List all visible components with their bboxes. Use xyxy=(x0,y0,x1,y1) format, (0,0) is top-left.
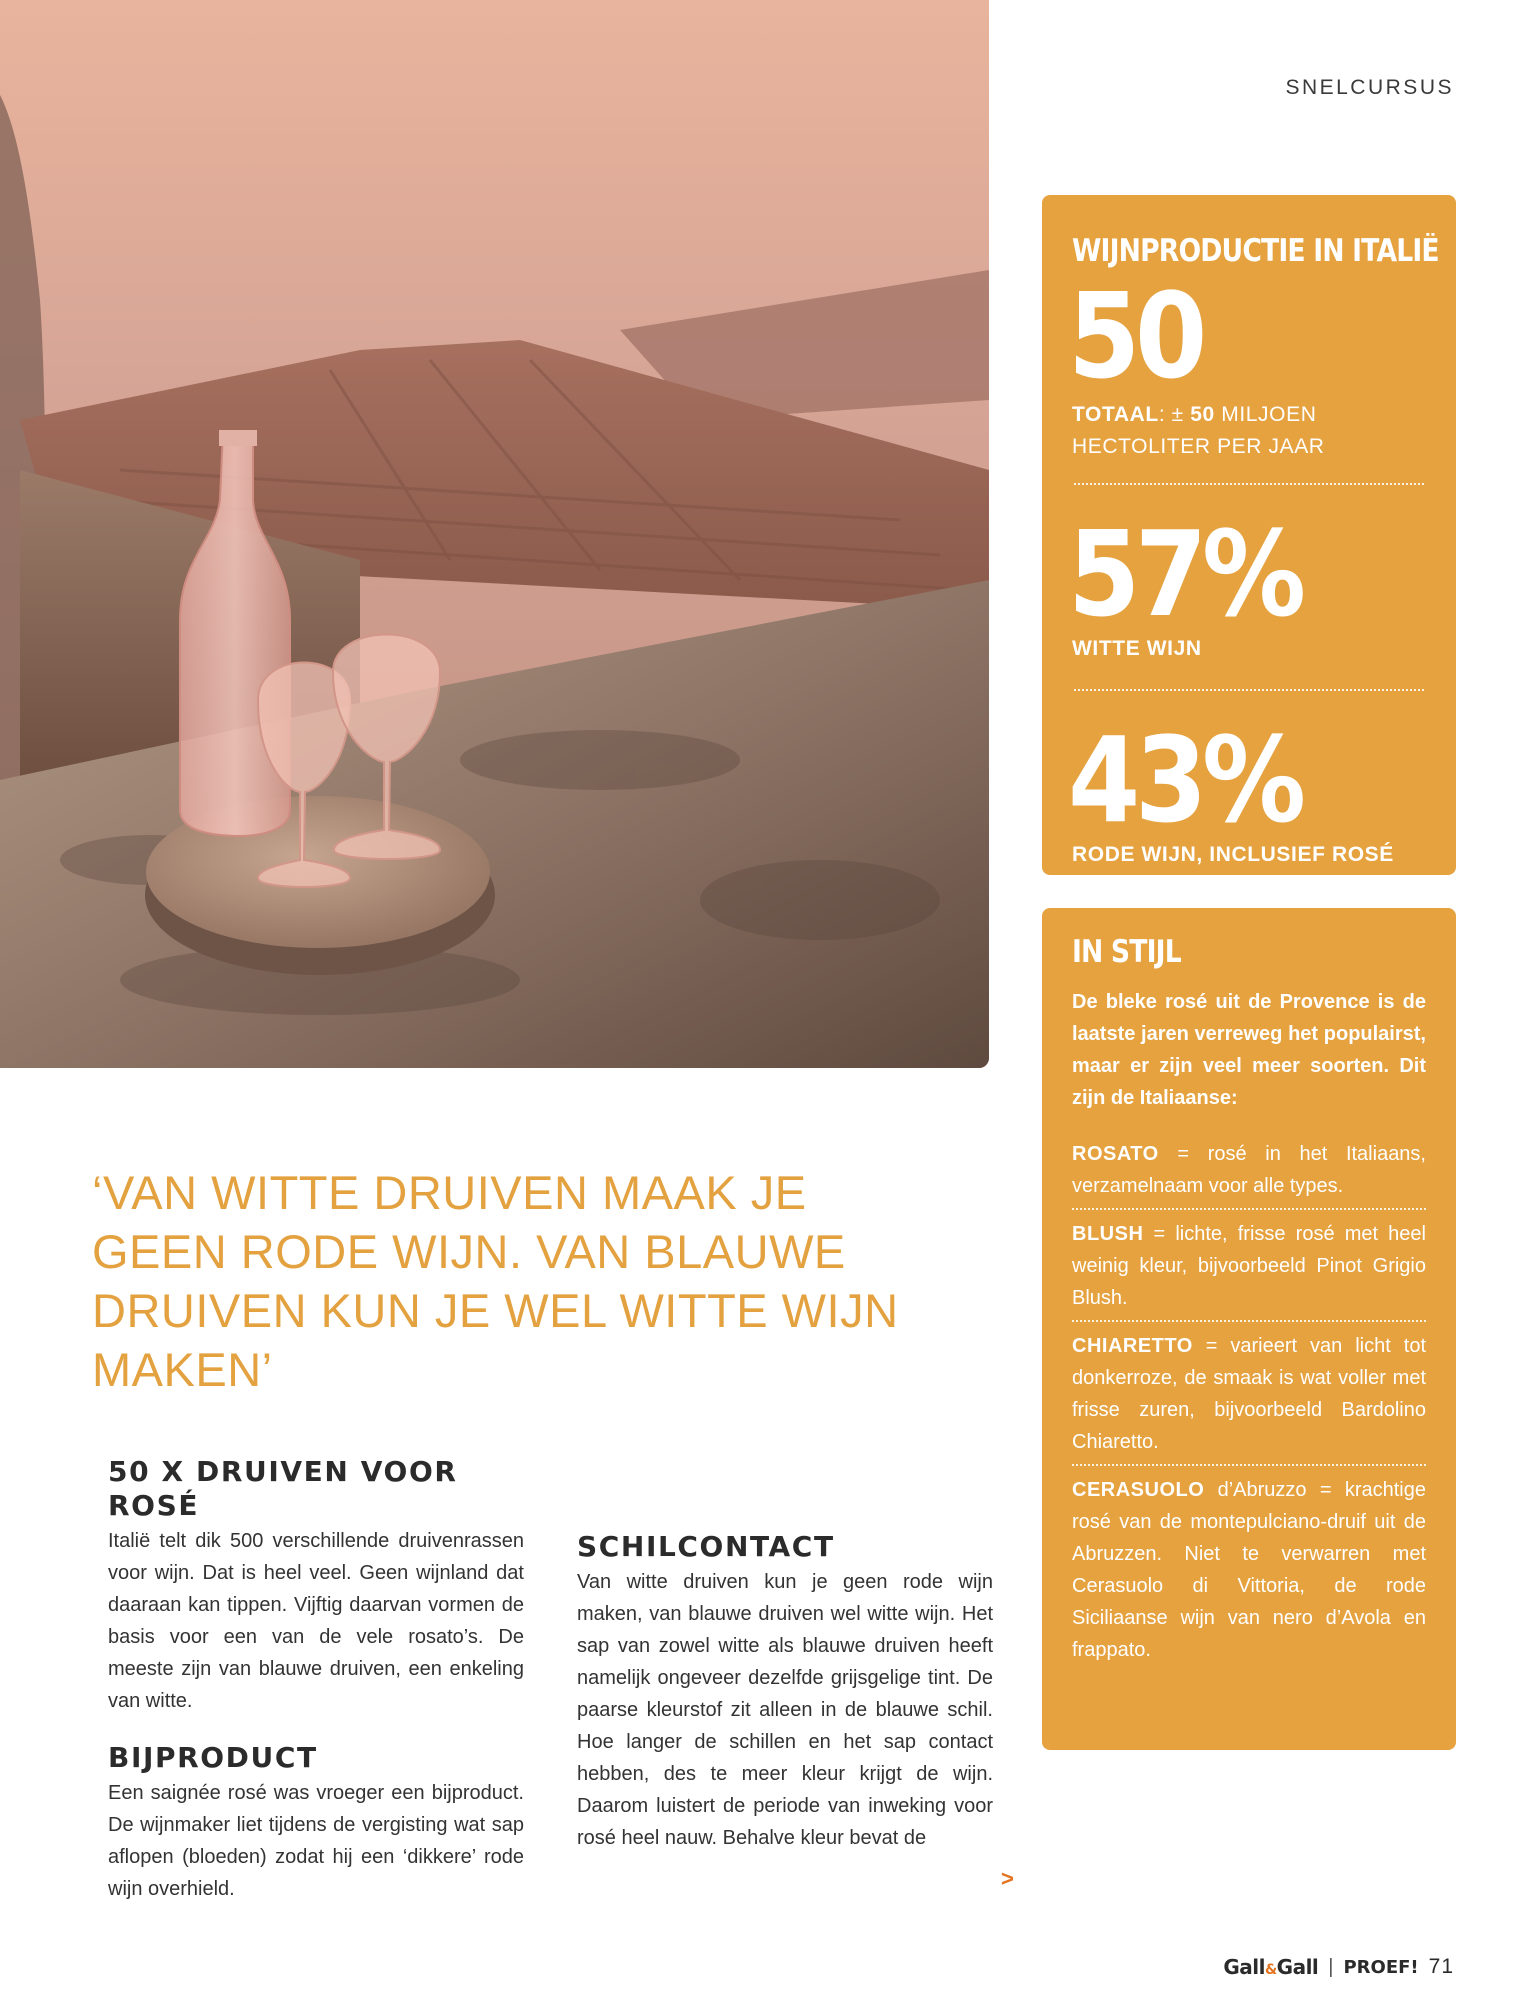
hero-photo xyxy=(0,0,989,1068)
stat-total-label: TOTAAL: ± 50 MILJOEN HECTOLITER PER JAAR xyxy=(1072,403,1325,458)
article-column-right xyxy=(577,1530,993,1854)
stat-white-value: 57% xyxy=(1068,505,1301,643)
section-text-schilcontact: Van witte druiven kun je geen rode wijn maken, van blauwe druiven wel witte wijn. Het sap van zowel witte als blauwe druiven heeft namelijk ongeveer dezelfde grijsgelige tint. De paarse kleurstof zit alleen in de blauwe schil. Hoe langer de schillen en het sap contact hebben, des te meer kleur krijgt de wijn. Daarom luistert de periode van inweking voor rosé heel nauw. Behalve kleur bevat de xyxy=(577,1571,993,1849)
rose-type-rosato: ROSATO = rosé in het Italiaans, verzamelnaam voor alle types. xyxy=(1072,1143,1426,1197)
rose-type-list xyxy=(1072,1138,1426,1672)
style-box-intro: De bleke rosé uit de Provence is de laatste jaren verreweg het populairst, maar er zijn veel meer soorten. Dit zijn de Italiaanse: xyxy=(1072,991,1426,1109)
stat-total xyxy=(1068,267,1426,463)
production-stats-box xyxy=(1042,195,1456,875)
page-number: 71 xyxy=(1428,1955,1454,1978)
production-box-title: WIJNPRODUCTIE IN ITALIË xyxy=(1072,233,1439,269)
brand-logo: Gall&Gall xyxy=(1223,1955,1319,1979)
section-heading-druiven: 50 X DRUIVEN VOOR ROSÉ xyxy=(108,1455,458,1522)
dotted-divider xyxy=(1074,689,1424,691)
article-column-left xyxy=(108,1455,524,1905)
section-heading-bijproduct: BIJPRODUCT xyxy=(108,1741,318,1774)
footer-separator: | xyxy=(1328,1955,1334,1978)
stat-white-label: WITTE WIJN xyxy=(1072,637,1202,660)
page-footer xyxy=(1223,1955,1454,1979)
section-text-druiven: Italië telt dik 500 verschillende druivenrassen voor wijn. Dat is heel veel. Geen wijnland dat daaraan kan tippen. Vijftig daarvan vormen de basis voor een van de vele rosato’s. De meeste zijn van blauwe druiven, een enkeling van witte. xyxy=(108,1530,524,1712)
rose-type-blush: BLUSH = lichte, frisse rosé met heel weinig kleur, bijvoorbeeld Pinot Grigio Blush. xyxy=(1072,1223,1426,1309)
continue-arrow-icon: > xyxy=(1001,1866,1014,1891)
dotted-divider xyxy=(1074,483,1424,485)
pull-quote: ‘VAN WITTE DRUIVEN MAAK JE GEEN RODE WIJN. VAN BLAUWE DRUIVEN KUN JE WEL WITTE WIJN MAKEN’ xyxy=(92,1166,899,1396)
section-label: SNELCURSUS xyxy=(1285,76,1454,99)
rose-type-cerasuolo: CERASUOLO d’Abruzzo = krachtige rosé van de montepulciano-druif uit de Abruzzen. Niet te verwarren met Cerasuolo di Vittoria, de rode Siciliaanse wijn van nero d’Avola en frappato. xyxy=(1072,1479,1426,1661)
stat-red-label: RODE WIJN, INCLUSIEF ROSÉ xyxy=(1072,843,1394,866)
style-box xyxy=(1042,908,1456,1750)
rose-type-chiaretto: CHIARETTO = varieert van licht tot donkerroze, de smaak is wat voller met frisse zuren, bijvoorbeeld Bardolino Chiaretto. xyxy=(1072,1335,1426,1453)
section-text-bijproduct: Een saignée rosé was vroeger een bijproduct. De wijnmaker liet tijdens de vergisting wat sap aflopen (bloeden) zodat hij een ‘dikkere’ rode wijn overhield. xyxy=(108,1782,524,1900)
style-box-title: IN STIJL xyxy=(1072,934,1181,970)
stat-red xyxy=(1068,711,1426,871)
stat-red-value: 43% xyxy=(1068,711,1301,849)
stat-white xyxy=(1068,505,1426,665)
section-heading-schilcontact: SCHILCONTACT xyxy=(577,1530,835,1563)
stat-total-value: 50 xyxy=(1068,267,1202,405)
magazine-name: PROEF! xyxy=(1343,1956,1419,1978)
rose-wine-photo xyxy=(0,0,989,1068)
